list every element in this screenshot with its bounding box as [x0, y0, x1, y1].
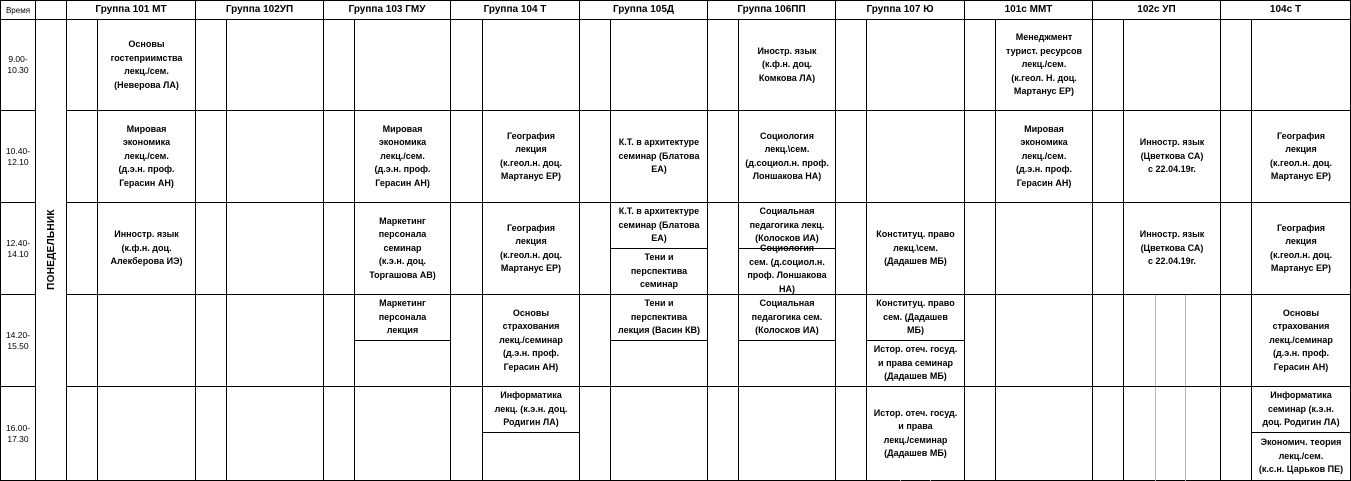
time-slot-4: 14.20- 15.50 — [5, 329, 31, 351]
lesson-cell: Истор. отеч. госуд. и права лекц./семинар (Дадашев МБ) — [867, 387, 964, 480]
lesson-cell: Основы гостеприимства лекц./сем. (Неверова ЛА) — [110, 39, 183, 90]
lesson-cell: Информатика семинар (к.э.н. доц. Родигин ЛА) — [1262, 390, 1340, 428]
lesson-cell: География лекция (к.геол.н. доц. Мартанус ЕР) — [1270, 222, 1332, 273]
grid-line — [1092, 0, 1093, 481]
lesson-cell: Инностр. язык (к.ф.н. доц. Алекберова ИЭ) — [110, 229, 183, 267]
group-header-101c-mmt: 101с ММТ — [1004, 4, 1053, 15]
grid-line — [738, 340, 835, 341]
grid-line — [195, 0, 196, 481]
lesson-cell: Тени и перспектива семинар — [630, 252, 688, 290]
group-header-104c-t: 104с Т — [1269, 4, 1302, 15]
lesson-cell: Тени и перспектива лекция (Васин КВ) — [618, 298, 700, 336]
lesson-cell: География лекция (к.геол.н. доц. Мартанус ЕР) — [500, 130, 562, 181]
lesson-cell: К.Т. в архитектуре семинар (Блатова ЕА) — [618, 206, 700, 244]
grid-line — [1185, 295, 1186, 481]
lesson-cell: Мировая экономика лекц./сем. (д.э.н. проф. Герасин АН) — [374, 123, 431, 188]
group-header-103gmu: Группа 103 ГМУ — [348, 4, 426, 15]
lesson-cell: Мировая экономика лекц./сем. (д.э.н. проф. Герасин АН) — [118, 123, 175, 188]
lesson-cell: Инностр. язык (Цветкова СА) с 22.04.19г. — [1139, 229, 1205, 267]
lesson-cell: Маркетинг персонала лекция — [378, 298, 427, 336]
lesson-cell: Иностр. язык (к.ф.н. доц. Комкова ЛА) — [757, 45, 817, 83]
time-slot-1: 9.00- 10.30 — [7, 54, 29, 75]
grid-line — [1220, 0, 1221, 481]
group-header-106pp: Группа 106ПП — [737, 4, 806, 15]
lesson-cell: Основы страхования лекц./семинар (д.э.н. проф. Герасин АН) — [499, 307, 563, 372]
lesson-cell: Мировая экономика лекц./сем. (д.э.н. проф. Герасин АН) — [1016, 123, 1072, 188]
lesson-cell: Социология сем. (д.социол.н. проф. Лоншакова НА) — [747, 244, 827, 294]
grid-line — [579, 0, 580, 481]
lesson-cell: Менеджмент турист. ресурсов лекц./сем. (к.геол. Н. доц. Мартанус ЕР) — [1006, 32, 1082, 97]
grid-line — [707, 0, 708, 481]
lesson-cell: Социология лекц.\сем. (д.социол.н. проф. Лоншакова НА) — [745, 130, 829, 181]
lesson-cell: Экономич. теория лекц./сем. (к.с.н. Царьков ПЕ) — [1258, 437, 1344, 475]
lesson-cell: Социальная педагогика сем. (Колосков ИА) — [751, 298, 823, 336]
time-slot-3: 12.40- 14.10 — [5, 237, 31, 259]
group-header-105d: Группа 105Д — [612, 4, 675, 15]
lesson-cell: Маркетинг персонала семинар (к.э.н. доц. Торгашова АВ) — [369, 215, 436, 280]
grid-line — [610, 340, 707, 341]
grid-line — [0, 19, 1351, 20]
grid-line — [450, 0, 451, 481]
time-header: Время — [5, 5, 31, 15]
lesson-cell: География лекция (к.геол.н. доц. Мартанус ЕР) — [500, 222, 562, 273]
grid-line — [66, 386, 1351, 387]
lesson-cell: Основы страхования лекц./семинар (д.э.н. проф. Герасин АН) — [1269, 307, 1333, 372]
lesson-cell: Конституц. право сем. (Дадашев МБ) — [867, 295, 964, 340]
group-header-102c-up: 102с УП — [1137, 4, 1176, 15]
grid-line — [1155, 295, 1156, 481]
time-slot-5: 16.00- 17.30 — [5, 422, 31, 444]
day-label — [36, 19, 66, 479]
grid-line — [354, 340, 451, 341]
lesson-cell: Конституц. право лекц.\сем. (Дадашев МБ) — [876, 229, 955, 267]
grid-line — [66, 0, 67, 481]
grid-line — [66, 294, 1351, 295]
group-header-101mt: Группа 101 МТ — [95, 4, 167, 15]
lesson-cell: Истор. отеч. госуд. и права семинар (Дадашев МБ) — [867, 341, 964, 386]
group-header-107yu: Группа 107 Ю — [866, 4, 934, 15]
day-label-text: ПОНЕДЕЛЬНИК — [45, 208, 57, 290]
grid-line — [482, 432, 579, 433]
lesson-cell: Инностр. язык (Цветкова СА) с 22.04.19г. — [1139, 137, 1205, 175]
grid-line — [226, 19, 227, 481]
lesson-cell: Информатика лекц. (к.э.н. доц. Родигин ЛА) — [494, 390, 568, 428]
grid-line — [964, 0, 965, 481]
lesson-cell: География лекция (к.геол.н. доц. Мартанус ЕР) — [1270, 130, 1332, 181]
grid-line — [835, 0, 836, 481]
group-header-102up: Группа 102УП — [225, 4, 294, 15]
grid-line — [323, 0, 324, 481]
time-slot-2: 10.40- 12.10 — [5, 145, 31, 167]
lesson-cell: Социальная педагогика лекц. (Колосков ИА) — [749, 206, 825, 244]
lesson-cell: К.Т. в архитектуре семинар (Блатова ЕА) — [618, 137, 700, 175]
group-header-104t: Группа 104 Т — [483, 4, 547, 15]
